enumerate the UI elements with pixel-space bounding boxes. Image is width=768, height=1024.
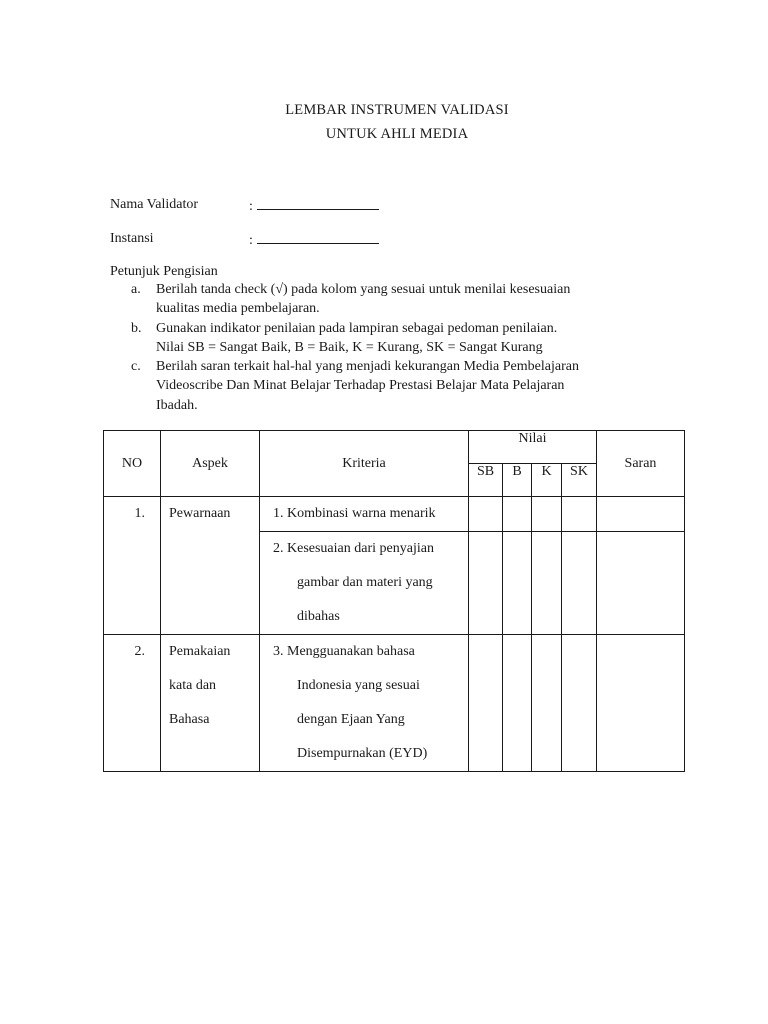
criterion-2-saran-cell[interactable] — [597, 532, 685, 635]
row-2-no: 2. — [104, 635, 161, 772]
criterion-1-k-cell[interactable] — [532, 497, 562, 532]
header-no: NO — [104, 431, 161, 497]
instruction-b-line-1: Gunakan indikator penilaian pada lampiran sebagai pedoman penilaian. — [156, 321, 558, 336]
row-2-aspek: Pemakaian kata dan Bahasa — [161, 635, 260, 772]
validator-name-separator: : — [249, 199, 253, 214]
header-aspek: Aspek — [161, 431, 260, 497]
header-nilai: Nilai — [469, 431, 597, 464]
document-title: LEMBAR INSTRUMEN VALIDASI — [285, 102, 509, 118]
row-1-aspek: Pewarnaan — [161, 497, 260, 635]
header-kriteria: Kriteria — [260, 431, 469, 497]
criterion-1-sb-cell[interactable] — [469, 497, 503, 532]
row-1-no: 1. — [104, 497, 161, 635]
criterion-2-b-cell[interactable] — [503, 532, 532, 635]
institution-field[interactable] — [249, 231, 379, 249]
criterion-1-sk-cell[interactable] — [562, 497, 597, 532]
criterion-1-saran-cell[interactable] — [597, 497, 685, 532]
criterion-2-sb-cell[interactable] — [469, 532, 503, 635]
criterion-1: 1. Kombinasi warna menarik — [260, 497, 469, 532]
header-sk: SK — [562, 464, 597, 497]
table-row — [104, 635, 685, 772]
instruction-c-line-1: Berilah saran terkait hal-hal yang menjadi kekurangan Media Pembelajaran — [156, 359, 579, 374]
instruction-c-line-2: Videoscribe Dan Minat Belajar Terhadap Prestasi Belajar Mata Pelajaran — [156, 378, 565, 393]
criterion-3-sk-cell[interactable] — [562, 635, 597, 772]
validator-name-field[interactable] — [249, 197, 379, 215]
criterion-2: 2. Kesesuaian dari penyajian gambar dan materi yang dibahas — [260, 532, 469, 635]
table-row — [104, 497, 685, 532]
criterion-1-b-cell[interactable] — [503, 497, 532, 532]
criterion-3-saran-cell[interactable] — [597, 635, 685, 772]
instruction-marker-a: a. — [131, 282, 141, 297]
institution-separator: : — [249, 233, 253, 248]
instruction-b-line-2: Nilai SB = Sangat Baik, B = Baik, K = Kurang, SK = Sangat Kurang — [156, 340, 543, 355]
criterion-3-k-cell[interactable] — [532, 635, 562, 772]
validator-name-blank[interactable] — [257, 197, 379, 210]
criterion-3: 3. Mengguanakan bahasa Indonesia yang sesuai dengan Ejaan Yang Disempurnakan (EYD) — [260, 635, 469, 772]
instruction-a-line-2: kualitas media pembelajaran. — [156, 301, 320, 316]
instruction-marker-b: b. — [131, 321, 142, 336]
instructions-heading: Petunjuk Pengisian — [110, 264, 218, 279]
criterion-3-sb-cell[interactable] — [469, 635, 503, 772]
header-saran: Saran — [597, 431, 685, 497]
institution-label: Instansi — [110, 231, 154, 246]
institution-blank[interactable] — [257, 231, 379, 244]
criterion-2-k-cell[interactable] — [532, 532, 562, 635]
criterion-2-sk-cell[interactable] — [562, 532, 597, 635]
instruction-a-line-1: Berilah tanda check (√) pada kolom yang sesuai untuk menilai kesesuaian — [156, 282, 571, 297]
instruction-marker-c: c. — [131, 359, 141, 374]
document-subtitle: UNTUK AHLI MEDIA — [325, 126, 469, 142]
header-k: K — [532, 464, 562, 497]
instruction-c-line-3: Ibadah. — [156, 398, 198, 413]
criterion-3-b-cell[interactable] — [503, 635, 532, 772]
header-sb: SB — [469, 464, 503, 497]
header-b: B — [503, 464, 532, 497]
validator-name-label: Nama Validator — [110, 197, 198, 212]
validation-table — [103, 430, 685, 772]
